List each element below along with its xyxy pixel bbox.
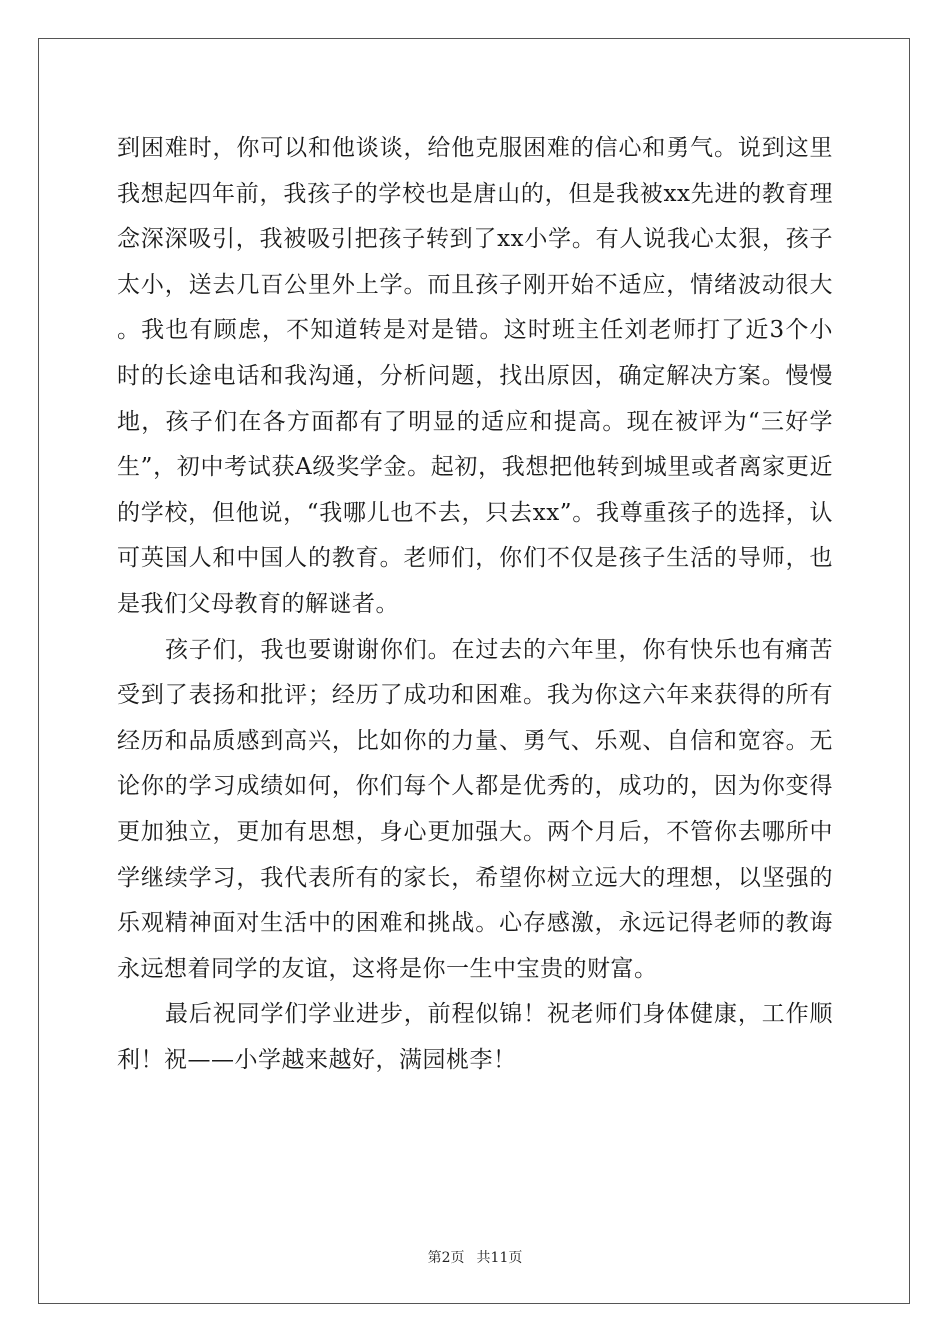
paragraph-2: 孩子们，我也要谢谢你们。在过去的六年里，你有快乐也有痛苦受到了表扬和批评；经历了成功和困难。我为你这六年来获得的所有经历和品质感到高兴，比如你的力量、勇气、乐观、自信和宽容。无论你的学习成绩如何，你们每个人都是优秀的，成功的，因为你变得更加独立，更加有思想，身心更加强大。两个月后，不管你去哪所中学继续学习，我代表所有的家长，希望你树立远大的理想，以坚强的乐观精神面对生活中的困难和挑战。心存感激，永远记得老师的教诲永远想着同学的友谊，这将是你一生中宝贵的财富。: [117, 636, 833, 982]
page-total: 共11页: [476, 1250, 523, 1266]
paragraph-3: 最后祝同学们学业进步，前程似锦！祝老师们身体健康，工作顺利！祝——小学越来越好，满园桃李！: [117, 1001, 833, 1073]
paragraph-1: 到困难时，你可以和他谈谈，给他克服困难的信心和勇气。说到这里我想起四年前，我孩子的学校也是唐山的，但是我被xx先进的教育理念深深吸引，我被吸引把孩子转到了xx小学。有人说我心太狠，孩子太小，送去几百公里外上学。而且孩子刚开始不适应，情绪波动很大。我也有顾虑，不知道转是对是错。这时班主任刘老师打了近3个小时的长途电话和我沟通，分析问题，找出原因，确定解决方案。慢慢地，孩子们在各方面都有了明显的适应和提高。现在被评为“三好学生”，初中考试获A级奖学金。起初，我想把他转到城里或者离家更近的学校，但他说，“我哪儿也不去，只去xx”。我尊重孩子的选择，认可英国人和中国人的教育。老师们，你们不仅是孩子生活的导师，也是我们父母教育的解谜者。: [117, 135, 833, 617]
document-body: [117, 126, 833, 1083]
page-number: 第2页: [427, 1250, 465, 1266]
page-footer: [0, 1249, 950, 1267]
